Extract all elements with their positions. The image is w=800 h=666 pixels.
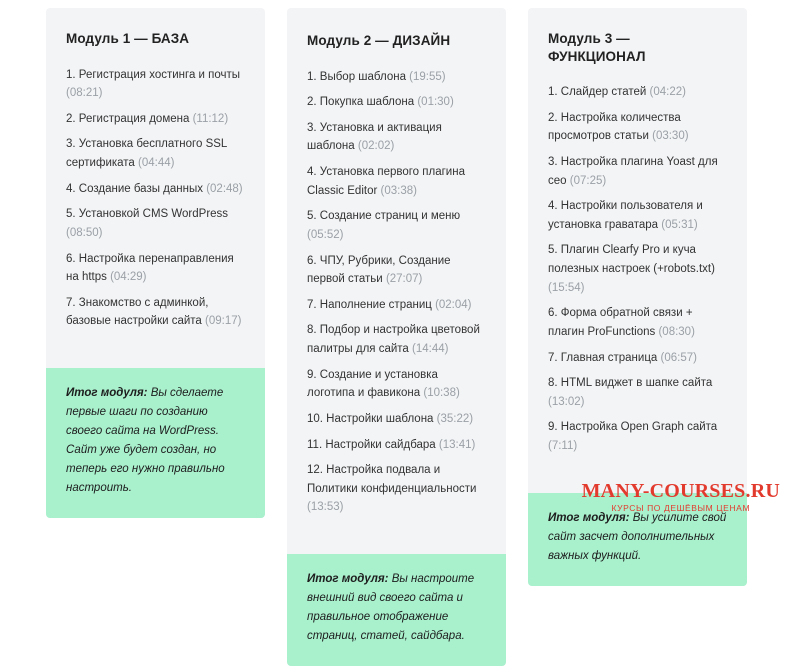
list-item (66, 110, 245, 129)
list-item (548, 349, 727, 368)
lesson-text: 1. Выбор шаблона (307, 70, 406, 83)
module-column-1-body (46, 8, 265, 368)
module-2-summary-label: Итог модуля: (307, 573, 389, 586)
lesson-duration: (02:48) (206, 182, 243, 195)
lesson-duration: (05:31) (661, 218, 698, 231)
lesson-duration: (10:38) (423, 387, 460, 400)
list-item (548, 241, 727, 297)
lesson-duration: (04:44) (138, 157, 175, 170)
lesson-text: 6. ЧПУ, Рубрики, Создание первой статьи (307, 254, 451, 286)
lesson-duration: (08:30) (658, 325, 695, 338)
list-item (307, 321, 486, 358)
module-2-summary (287, 554, 506, 666)
lesson-duration: (09:17) (205, 315, 242, 328)
lesson-text: 12. Настройка подвала и Политики конфиденциальности (307, 464, 477, 495)
module-1-title: Модуль 1 — БАЗА (66, 31, 190, 46)
lesson-duration: (03:38) (380, 184, 417, 197)
module-3-lesson-list (548, 83, 727, 456)
lesson-duration: (03:30) (652, 130, 689, 143)
lesson-text: 4. Настройки пользователя и установка граватара (548, 200, 703, 231)
module-1-lesson-list (66, 66, 245, 332)
lesson-text: 8. Подбор и настройка цветовой палитры для сайта (307, 324, 480, 356)
watermark-subtitle: КУРСЫ ПО ДЕШЁВЫМ ЦЕНАМ (611, 502, 751, 513)
lesson-text: 1. Регистрация хостинга и почты (66, 68, 241, 81)
lesson-duration: (7:11) (548, 440, 578, 453)
list-item (307, 93, 486, 112)
list-item (307, 461, 486, 517)
list-item (548, 418, 727, 455)
lesson-duration: (08:50) (66, 226, 103, 239)
module-column-1 (46, 8, 265, 518)
watermark-title-main: MANY-COURSES (581, 479, 746, 502)
lesson-text: 11. Настройки сайдбара (307, 438, 436, 451)
lesson-duration: (08:21) (66, 87, 103, 100)
lesson-text: 7. Главная страница (548, 351, 658, 364)
list-item (307, 207, 486, 244)
lesson-text: 7. Знакомство с админкой, базовые настройки сайта (66, 296, 209, 328)
module-3-summary-label: Итог модуля: (548, 511, 630, 524)
lesson-duration: (02:04) (435, 298, 472, 311)
lesson-duration: (14:44) (412, 343, 449, 356)
lesson-text: 2. Настройка количества просмотров статьи (548, 111, 681, 143)
lesson-text: 4. Установка первого плагина Classic Editor (307, 166, 465, 197)
list-item (66, 66, 245, 103)
lesson-text: 3. Установка бесплатного SSL сертификата (66, 138, 227, 170)
list-item (548, 197, 727, 234)
watermark-title-tld: .RU (745, 479, 780, 502)
lesson-duration: (05:52) (307, 228, 344, 241)
watermark-title (582, 481, 780, 501)
lesson-text: 1. Слайдер статей (548, 86, 647, 99)
list-item (66, 294, 245, 331)
lesson-text: 10. Настройки шаблона (307, 412, 434, 425)
module-column-2 (287, 8, 506, 666)
list-item (307, 296, 486, 315)
lesson-duration: (19:55) (409, 70, 446, 83)
list-item (66, 205, 245, 242)
list-item (307, 252, 486, 289)
module-column-2-body (287, 8, 506, 554)
module-1-summary (46, 368, 265, 518)
list-item (307, 366, 486, 403)
lesson-text: 9. Настройка Open Graph сайта (548, 421, 718, 434)
lesson-duration: (01:30) (417, 96, 454, 109)
list-item (548, 109, 727, 146)
lesson-duration: (11:12) (192, 112, 229, 125)
list-item (307, 163, 486, 200)
lesson-duration: (13:41) (438, 438, 476, 451)
module-1-summary-text: Вы сделаете первые шаги по созданию своего сайта на WordPress. Сайт уже будет создан, но теперь его нужно правильно настроить. (66, 387, 225, 494)
lesson-text: 3. Настройка плагина Yoast для сео (548, 155, 718, 187)
lesson-text: 5. Создание страниц и меню (307, 210, 461, 223)
module-column-3-body (528, 8, 747, 493)
module-3-title: Модуль 3 — ФУНКЦИОНАЛ (548, 31, 646, 64)
lesson-duration: (35:22) (436, 412, 474, 425)
module-2-lesson-list (307, 68, 486, 518)
lesson-text: 5. Плагин Clearfy Pro и куча полезных настроек (+robots.txt) (548, 244, 715, 276)
watermark (582, 481, 780, 513)
list-item (548, 153, 727, 190)
lesson-duration: (06:57) (660, 351, 697, 364)
module-2-title: Модуль 2 — ДИЗАЙН (307, 33, 451, 48)
list-item (307, 119, 486, 156)
lesson-text: 2. Регистрация домена (66, 112, 190, 125)
module-3-summary-text: Вы усилите свой сайт засчет дополнительных важных функций. (548, 511, 727, 562)
lesson-text: 2. Покупка шаблона (307, 96, 415, 109)
lesson-text: 6. Настройка перенаправления на https (66, 252, 234, 284)
lesson-duration: (15:54) (548, 281, 585, 294)
list-item (66, 135, 245, 172)
lesson-text: 4. Создание базы данных (66, 182, 203, 195)
lesson-duration: (07:25) (569, 174, 607, 187)
lesson-duration: (02:02) (357, 140, 395, 153)
lesson-text: 3. Установка и активация шаблона (307, 121, 442, 153)
lesson-text: 7. Наполнение страниц (307, 298, 432, 311)
lesson-duration: (04:22) (649, 86, 686, 99)
list-item (66, 180, 245, 199)
lesson-text: 5. Установкой CMS WordPress (66, 208, 229, 221)
lesson-text: 8. HTML виджет в шапке сайта (548, 377, 713, 390)
list-item (548, 374, 727, 411)
list-item (307, 68, 486, 87)
list-item (307, 436, 486, 455)
list-item (66, 250, 245, 287)
module-2-summary-text: Вы настроите внешний вид своего сайта и правильное отображение страниц, статей, сайдбара. (307, 573, 475, 642)
lesson-duration: (04:29) (110, 271, 147, 284)
lesson-duration: (13:53) (307, 501, 344, 514)
list-item (548, 83, 727, 102)
lesson-text: 9. Создание и установка логотипа и фавикона (307, 368, 438, 400)
lesson-text: 6. Форма обратной связи + плагин ProFunctions (548, 307, 693, 338)
lesson-duration: (13:02) (548, 395, 585, 408)
list-item (548, 304, 727, 341)
module-1-summary-label: Итог модуля: (66, 387, 148, 400)
list-item (307, 410, 486, 429)
lesson-duration: (27:07) (385, 273, 423, 286)
